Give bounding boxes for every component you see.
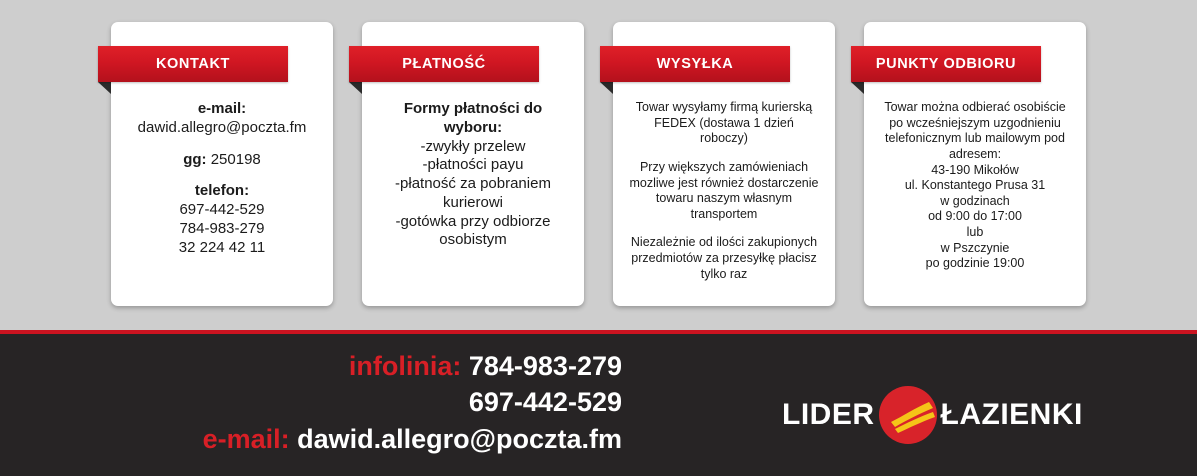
- card-line: kurierowi: [442, 193, 503, 211]
- ribbon-tail: [349, 82, 362, 94]
- spacer: [121, 138, 323, 151]
- card-ribbon: [349, 46, 553, 92]
- footer-infolinia-label: infolinia:: [348, 351, 462, 381]
- ribbon-banner: [349, 46, 539, 82]
- card-line: po godzinie 19:00: [925, 256, 1025, 271]
- card-line: ul. Konstantego Prusa 31: [904, 178, 1046, 193]
- card-line: osobistym: [439, 231, 507, 249]
- logo-swoosh-icon: [879, 386, 937, 444]
- card-title: PŁATNOŚĆ: [402, 56, 486, 72]
- card-line: 697-442-529: [179, 201, 265, 218]
- card-line: [121, 182, 323, 201]
- card-line-strong: telefon:: [194, 182, 250, 200]
- footer-contact-block: [0, 348, 640, 457]
- card-line-strong: wyboru:: [443, 118, 503, 136]
- card-line: -gotówka przy odbiorze: [395, 212, 551, 230]
- card-line-strong: Formy płatności do: [403, 100, 543, 117]
- card-title: WYSYŁKA: [656, 56, 734, 72]
- card-line: FEDEX (dostawa 1 dzień: [654, 115, 794, 130]
- card-line: [121, 100, 323, 119]
- card-line: -zwykły przelew: [420, 137, 526, 155]
- card-line: adresem:: [948, 146, 1002, 161]
- card-line: dawid.allegro@poczta.fm: [137, 118, 307, 136]
- spacer: [121, 169, 323, 182]
- ribbon-tail: [98, 82, 111, 94]
- card-body: [864, 100, 1086, 272]
- card-line: w Pszczynie: [940, 240, 1010, 255]
- card-line: mozliwe jest również dostarczenie: [629, 175, 819, 190]
- card-line: [372, 100, 574, 119]
- card-line: 784-983-279: [179, 219, 265, 237]
- footer-phone-row: [0, 384, 622, 420]
- card-line: Towar wysyłamy firmą kurierską: [635, 100, 813, 114]
- card-line: lub: [966, 225, 984, 239]
- card-line: od 9:00 do 17:00: [928, 209, 1022, 224]
- logo-mark-icon: [879, 386, 937, 444]
- logo-text-lider: LIDER: [782, 398, 875, 431]
- card-line: Przy większych zamówieniach: [639, 159, 809, 174]
- card-body: [362, 100, 584, 250]
- card-line: 43-190 Mikołów: [931, 162, 1019, 177]
- info-card-wysylka: [613, 22, 835, 306]
- footer-email-row: [0, 421, 622, 457]
- card-line: 32 224 42 11: [178, 238, 266, 256]
- info-card-kontakt: [111, 22, 333, 306]
- card-line: w godzinach: [940, 193, 1010, 208]
- card-line: [121, 151, 323, 170]
- card-line: roboczy): [700, 131, 748, 146]
- card-title: KONTAKT: [155, 56, 230, 72]
- footer-email-value: dawid.allegro@poczta.fm: [297, 423, 622, 454]
- card-line: Niezależnie od ilości zakupionych: [630, 235, 818, 250]
- card-line: -płatność za pobraniem: [395, 175, 551, 192]
- info-card-platnosc: [362, 22, 584, 306]
- card-line: towaru naszym własnym: [655, 191, 793, 206]
- card-ribbon: [851, 46, 1055, 92]
- card-ribbon: [98, 46, 302, 92]
- card-line-value: 250198: [206, 150, 261, 168]
- ribbon-tail: [600, 82, 613, 94]
- footer-bar: [0, 330, 1197, 476]
- footer-phone-primary: 784-983-279: [468, 351, 622, 381]
- ribbon-tail: [851, 82, 864, 94]
- card-line: telefonicznym lub mailowym pod: [885, 131, 1065, 146]
- spacer: [623, 222, 825, 235]
- card-line: Towar można odbierać osobiście: [884, 100, 1066, 114]
- card-line: [372, 119, 574, 138]
- brand-logo: [782, 386, 1083, 444]
- ribbon-banner: [600, 46, 790, 82]
- card-line-strong: gg:: [183, 150, 207, 168]
- card-line: tylko raz: [700, 266, 748, 281]
- card-line: transportem: [690, 206, 758, 221]
- card-line-strong: e-mail:: [197, 100, 247, 117]
- footer-phone-secondary: 697-442-529: [468, 387, 622, 418]
- card-body: [111, 100, 333, 257]
- footer-infolinia-row: [0, 348, 622, 384]
- card-ribbon: [600, 46, 804, 92]
- info-card-punkty-odbioru: [864, 22, 1086, 306]
- card-line: -płatności payu: [422, 156, 524, 174]
- card-body: [613, 100, 835, 282]
- card-line: przedmiotów za przesyłkę płacisz: [631, 251, 817, 265]
- ribbon-banner: [851, 46, 1041, 82]
- footer-email-label: e-mail:: [202, 423, 290, 454]
- card-line: po wcześniejszym uzgodnieniu: [889, 115, 1061, 130]
- ribbon-banner: [98, 46, 288, 82]
- logo-text-lazienki: ŁAZIENKI: [940, 398, 1083, 431]
- card-title: PUNKTY ODBIORU: [875, 56, 1017, 72]
- spacer: [623, 147, 825, 160]
